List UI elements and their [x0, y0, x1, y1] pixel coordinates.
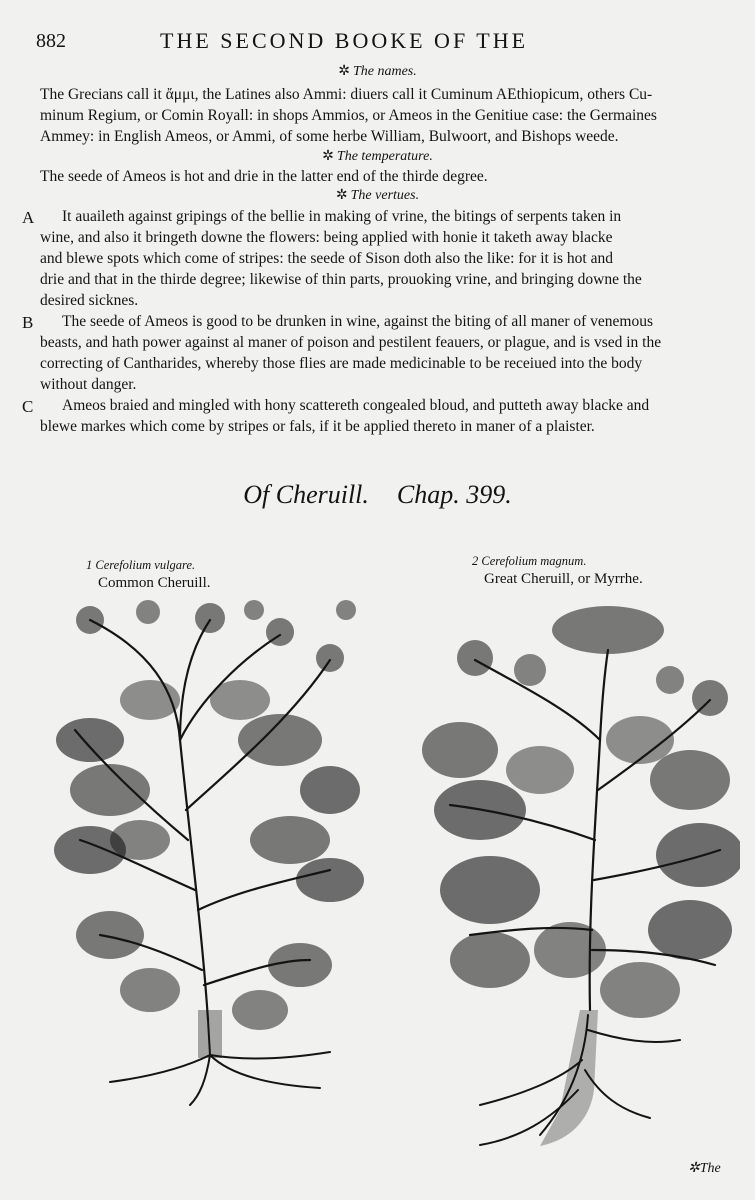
vertue-c-line: Ameos braied and mingled with hony scattereth congealed bloud, and putteth away blacke and — [62, 397, 650, 414]
figure-1-latin-name: 1 Cerefolium vulgare. — [86, 558, 196, 572]
vertue-b-line: beasts, and hath power against al maner of poison and pestilent feauers, or plague, and is vsed in the — [40, 334, 662, 351]
figure-2-latin-name: 2 Cerefolium magnum. — [472, 554, 587, 568]
names-line: minum Regium, or Comin Royall: in shops Ammios, or Ameos in the Genitiue case: the Germaines — [40, 107, 657, 124]
vertue-a-line: drie and that in the thirde degree; likewise of thin parts, prouoking vrine, and bringing downe the — [40, 271, 642, 288]
vertue-b-line: without danger. — [40, 376, 137, 393]
vertue-b-line: correcting of Cantharides, whereby those flies are made medicinable to be receiued into the body — [40, 355, 643, 372]
star-ornament-icon: ✲ — [335, 188, 348, 203]
figure-caption-2 — [472, 552, 643, 588]
catchword: ✲The — [688, 1161, 721, 1176]
names-line: The Grecians call it ἄμμι, the Latines also Ammi: diuers call it Cuminum AEthiopicum, others Cu- — [40, 86, 653, 103]
chapter-heading — [0, 480, 755, 510]
star-ornament-icon: ✲ — [688, 1161, 700, 1176]
figure-1-english-name: Common Cheruill. — [98, 575, 211, 591]
vertue-a-line: and blewe spots which come of stripes: the seede of Sison doth also the like: for it is hot and — [40, 250, 613, 267]
section-heading-temperature: ✲ The temperature. — [322, 149, 433, 164]
chapter-number: Chap. 399. — [396, 480, 512, 509]
star-ornament-icon: ✲ — [338, 64, 350, 79]
star-ornament-icon: ✲ — [322, 149, 334, 164]
section-heading-vertues: ✲ The vertues. — [335, 188, 420, 203]
vertue-b-line: The seede of Ameos is good to be drunken in wine, against the biting of all maner of venemous — [62, 313, 654, 330]
margin-letter-a: A — [22, 208, 35, 227]
common-cheruill-woodcut — [30, 590, 370, 1110]
temperature-line: The seede of Ameos is hot and drie in the latter end of the thirde degree. — [40, 168, 488, 185]
vertue-a-line: desired sicknes. — [40, 292, 139, 309]
running-head: THE SECOND BOOKE OF THE — [160, 28, 529, 53]
chapter-title: Of Cheruill. — [243, 480, 369, 509]
margin-letter-c: C — [22, 397, 34, 416]
section-heading-names: ✲ The names. — [338, 64, 417, 79]
margin-letter-b: B — [22, 313, 34, 332]
vertue-a-line: wine, and also it bringeth downe the flowers: being applied with honie it taketh away blacke — [40, 229, 613, 246]
names-line: Ammey: in English Ameos, or Ammi, of some herbe William, Bulwoort, and Bishops weede. — [40, 128, 619, 145]
vertue-c-line: blewe markes which come by stripes or fals, if it be applied thereto in maner of a plaister. — [40, 418, 595, 435]
figure-2-english-name: Great Cheruill, or Myrrhe. — [484, 571, 643, 587]
figure-caption-1 — [86, 556, 211, 592]
great-cheruill-woodcut — [420, 590, 740, 1150]
page-number: 882 — [36, 30, 66, 52]
vertue-a-line: It auaileth against gripings of the bellie in making of vrine, the bitings of serpents taken in — [62, 208, 622, 225]
